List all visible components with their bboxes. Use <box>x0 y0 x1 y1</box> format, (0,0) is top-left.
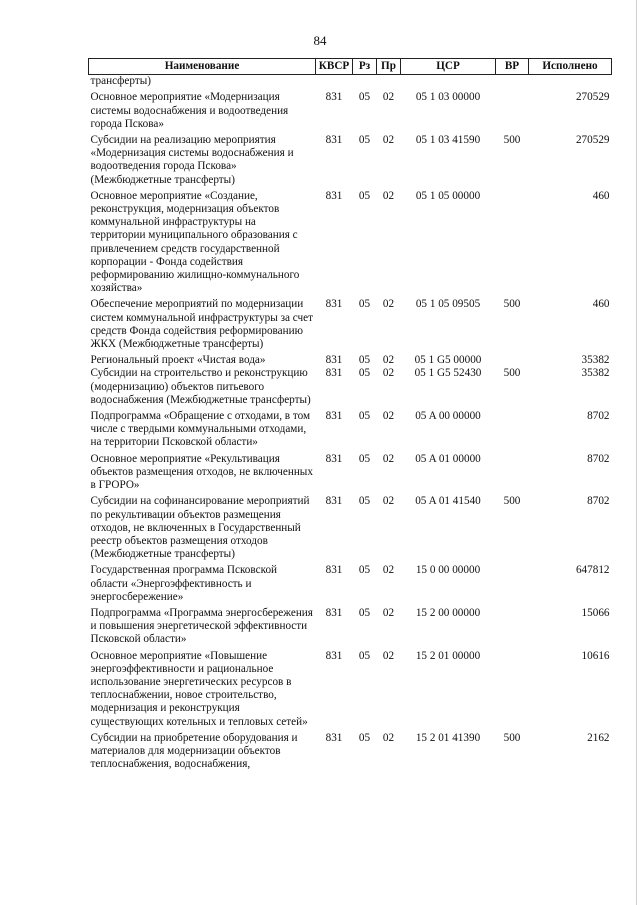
row-name: Основное мероприятие «Создание, реконструкция, модернизация объектов коммунальной инфраструктуры на территории муниципального образования с привлечением средств государственной корпорации - Фонда содействия реформированию жилищно-коммунального хозяйства» <box>90 189 300 295</box>
table-row <box>89 134 612 190</box>
row-kvsr: 831 <box>325 452 343 465</box>
row-pr: 02 <box>382 91 395 104</box>
row-executed: 647812 <box>575 564 610 577</box>
row-executed: 270529 <box>575 134 610 147</box>
row-vr: 500 <box>503 495 521 508</box>
row-vr: 500 <box>503 367 521 380</box>
row-rz: 05 <box>358 606 371 619</box>
row-csr <box>401 75 496 92</box>
row-csr: 15 2 00 00000 <box>415 606 481 619</box>
row-kvsr: 831 <box>325 91 343 104</box>
row-rz: 05 <box>358 410 371 423</box>
row-kvsr: 831 <box>325 410 343 423</box>
row-csr: 15 0 00 00000 <box>415 564 481 577</box>
table-row <box>89 495 612 564</box>
row-pr: 02 <box>382 731 395 744</box>
row-pr: 02 <box>382 564 395 577</box>
row-csr: 05 A 00 00000 <box>415 410 481 423</box>
row-rz: 05 <box>358 495 371 508</box>
row-rz: 05 <box>358 189 371 202</box>
row-rz: 05 <box>358 91 371 104</box>
row-name: Субсидии на строительство и реконструкцию (модернизацию) объектов питьевого водоснабжения (Межбюджетные трансферты) <box>90 367 311 406</box>
row-executed: 35382 <box>581 354 610 367</box>
header-rz: Рз <box>353 59 377 75</box>
table-body <box>89 75 612 775</box>
row-vr: 500 <box>503 731 521 744</box>
table-row <box>89 75 612 92</box>
row-pr: 02 <box>382 367 395 380</box>
row-kvsr: 831 <box>325 564 343 577</box>
header-name: Наименование <box>89 59 316 75</box>
row-vr <box>496 564 529 607</box>
row-kvsr <box>316 75 353 92</box>
table-row <box>89 732 612 775</box>
table-row <box>89 91 612 134</box>
row-vr <box>496 410 529 453</box>
row-kvsr: 831 <box>325 495 343 508</box>
row-kvsr: 831 <box>325 606 343 619</box>
table-row <box>89 564 612 607</box>
row-vr <box>496 91 529 134</box>
header-vr: ВР <box>496 59 529 75</box>
row-executed: 8702 <box>587 495 610 508</box>
row-name: Основное мероприятие «Модернизация системы водоснабжения и водоотведения города Пскова» <box>90 91 289 130</box>
row-name: Основное мероприятие «Рекультивация объектов размещения отходов, не включенных в ГРОРО» <box>90 452 313 492</box>
row-rz <box>353 75 377 92</box>
page-number: 84 <box>313 33 327 48</box>
header-csr: ЦСР <box>401 59 496 75</box>
row-executed: 2162 <box>587 731 610 744</box>
row-vr <box>496 453 529 496</box>
row-pr: 02 <box>382 495 395 508</box>
row-pr: 02 <box>382 452 395 465</box>
row-name: Субсидии на реализацию мероприятия «Модернизация системы водоснабжения и водоотведения города Пскова» (Межбюджетные трансферты) <box>90 134 294 186</box>
row-vr: 500 <box>503 134 521 147</box>
row-kvsr: 831 <box>325 367 343 380</box>
row-name: Основное мероприятие «Повышение энергоэффективности и рациональное использование энергетических ресурсов в теплоснабжении, новое строительство, модернизация и реконструкция существующих котельных и тепловых сетей» <box>90 649 308 728</box>
row-csr: 05 1 03 00000 <box>415 91 481 104</box>
table-row <box>89 650 612 732</box>
row-name: Подпрограмма «Программа энергосбережения и повышения энергетической эффективности Псковской области» <box>90 606 313 646</box>
row-csr: 05 1 G5 52430 <box>414 367 482 380</box>
row-pr: 02 <box>382 606 395 619</box>
table-row <box>89 607 612 650</box>
table-header <box>89 59 612 75</box>
table-row <box>89 354 612 367</box>
row-vr <box>496 354 529 367</box>
row-kvsr: 831 <box>325 731 343 744</box>
row-vr <box>496 190 529 299</box>
row-csr: 05 1 03 41590 <box>415 134 481 147</box>
row-rz: 05 <box>358 731 371 744</box>
row-rz: 05 <box>358 298 371 311</box>
row-executed: 15066 <box>581 606 610 619</box>
row-executed <box>529 75 612 92</box>
row-vr <box>496 650 529 732</box>
row-kvsr: 831 <box>325 134 343 147</box>
row-csr: 05 1 05 09505 <box>415 298 481 311</box>
scan-edge-line <box>636 0 637 905</box>
row-rz: 05 <box>358 564 371 577</box>
row-executed: 270529 <box>575 91 610 104</box>
row-kvsr: 831 <box>325 354 343 367</box>
table-row <box>89 298 612 354</box>
row-kvsr: 831 <box>325 649 343 662</box>
row-executed: 8702 <box>587 410 610 423</box>
row-pr: 02 <box>382 410 395 423</box>
header-pr: Пр <box>377 59 401 75</box>
row-vr <box>496 607 529 650</box>
row-executed: 35382 <box>581 367 610 380</box>
row-name: Государственная программа Псковской области «Энергоэффективность и энергосбережение» <box>90 564 278 603</box>
row-name: трансферты) <box>90 75 151 88</box>
row-csr: 05 A 01 00000 <box>415 452 481 465</box>
row-csr: 15 2 01 00000 <box>415 649 481 662</box>
budget-table <box>88 58 612 774</box>
row-pr: 02 <box>382 189 395 202</box>
row-csr: 05 1 G5 00000 <box>414 354 482 367</box>
row-rz: 05 <box>358 649 371 662</box>
row-vr: 500 <box>503 298 521 311</box>
header-executed: Исполнено <box>529 59 612 75</box>
row-csr: 15 2 01 41390 <box>415 731 481 744</box>
row-vr <box>496 75 529 92</box>
row-pr: 02 <box>382 354 395 367</box>
row-pr: 02 <box>382 649 395 662</box>
row-kvsr: 831 <box>325 298 343 311</box>
row-pr: 02 <box>382 298 395 311</box>
row-executed: 8702 <box>587 452 610 465</box>
row-name: Региональный проект «Чистая вода» <box>90 354 266 367</box>
row-executed: 460 <box>592 298 610 311</box>
row-csr: 05 A 01 41540 <box>415 495 481 508</box>
row-name: Субсидии на приобретение оборудования и материалов для модернизации объектов теплоснабжения, водоснабжения, <box>90 731 298 771</box>
row-rz: 05 <box>358 367 371 380</box>
table-row <box>89 453 612 496</box>
table-row <box>89 190 612 299</box>
row-kvsr: 831 <box>325 189 343 202</box>
row-name: Обеспечение мероприятий по модернизации систем коммунальной инфраструктуры за счет средств Фонда содействия реформированию ЖКХ (Межбюджетные трансферты) <box>90 298 313 351</box>
row-executed: 10616 <box>581 649 610 662</box>
row-rz: 05 <box>358 354 371 367</box>
row-rz: 05 <box>358 134 371 147</box>
row-name: Подпрограмма «Обращение с отходами, в том числе с твердыми коммунальными отходами, на территории Псковской области» <box>90 410 311 449</box>
row-csr: 05 1 05 00000 <box>415 189 481 202</box>
row-pr <box>377 75 401 92</box>
row-name: Субсидии на софинансирование мероприятий по рекультивации объектов размещения отходов, не включенных в Государственный реестр объектов размещения отходов (Межбюджетные трансферты) <box>90 495 310 561</box>
row-pr: 02 <box>382 134 395 147</box>
row-rz: 05 <box>358 452 371 465</box>
row-executed: 460 <box>592 189 610 202</box>
header-kvsr: КВСР <box>316 59 353 75</box>
table-row <box>89 367 612 410</box>
table-row <box>89 410 612 453</box>
